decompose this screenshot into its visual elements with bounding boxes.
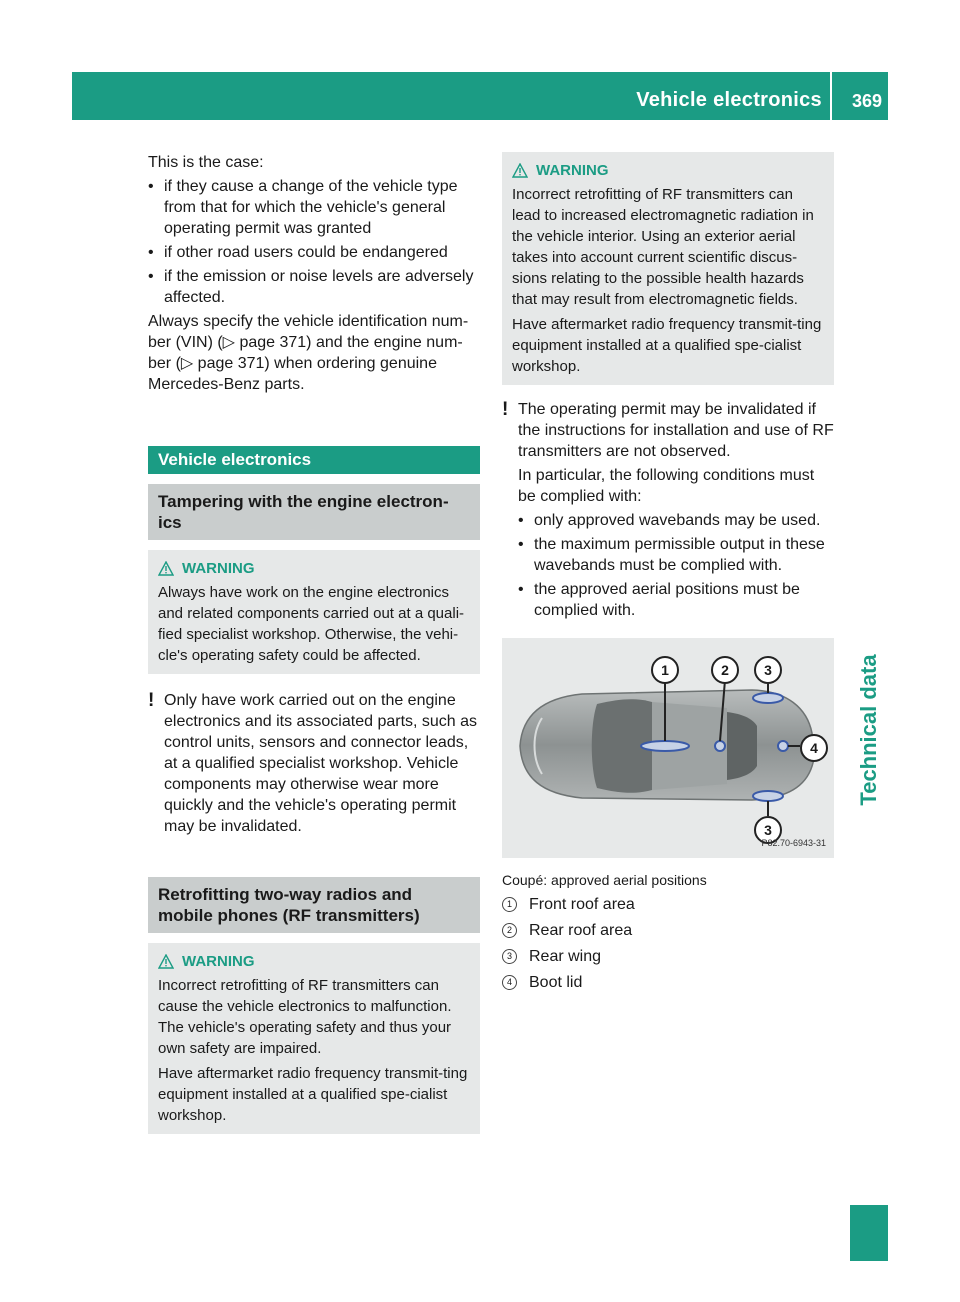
left-column bbox=[148, 152, 480, 1134]
para-text: Always specify the vehicle identification num-ber (VIN) ( bbox=[148, 313, 469, 351]
warning-title: WARNING bbox=[536, 162, 609, 179]
legend-number: 4 bbox=[502, 975, 517, 990]
para-text: ) when ordering genuine Mercedes-Benz parts. bbox=[148, 355, 437, 393]
legend-label: Front roof area bbox=[529, 896, 635, 913]
figure-code: P82.70-6943-31 bbox=[761, 838, 826, 848]
list-item-text: the maximum permissible output in these wavebands must be complied with. bbox=[534, 536, 825, 574]
legend-item bbox=[502, 946, 834, 967]
page-ref-arrow-icon: ▷ bbox=[222, 334, 235, 351]
warning-title: WARNING bbox=[182, 953, 255, 970]
callout-2: 2 bbox=[711, 656, 739, 684]
legend-label: Rear wing bbox=[529, 948, 602, 965]
note-text: Only have work carried out on the engine electronics and its associated parts, such as control units, sensors and connector leads, at a qualified specialist workshop. Vehicle components may otherwise wear more quickly and the vehicle's operating permit may be invalidated. bbox=[164, 692, 478, 835]
list-item-text: if they cause a change of the vehicle type from that for which the vehicle's general operating permit was granted bbox=[164, 178, 458, 237]
right-column bbox=[502, 152, 834, 998]
legend-item bbox=[502, 972, 834, 993]
warning-title: WARNING bbox=[182, 560, 255, 577]
page-reference-link[interactable]: page 371 bbox=[239, 334, 307, 351]
warning-text: Always have work on the engine electronics and related components carried out at a quali-fied specialist workshop. Otherwise, the vehi-cle's operating safety could be affected. bbox=[158, 584, 465, 664]
bullet-marker: • bbox=[518, 536, 524, 553]
bullet-marker: • bbox=[518, 512, 524, 529]
header-title: Vehicle electronics bbox=[636, 89, 822, 111]
legend-number: 2 bbox=[502, 923, 517, 938]
legend-number: 1 bbox=[502, 897, 517, 912]
list-item bbox=[518, 579, 834, 621]
side-tab-label: Technical data bbox=[856, 654, 881, 806]
list-item-text: if the emission or noise levels are adversely affected. bbox=[164, 268, 474, 306]
car-aerial-figure bbox=[502, 638, 834, 858]
callout-4: 4 bbox=[800, 734, 828, 762]
callout-1: 1 bbox=[651, 656, 679, 684]
list-item-text: if other road users could be endangered bbox=[164, 244, 448, 261]
bullet-marker: • bbox=[518, 581, 524, 598]
warning-box bbox=[502, 152, 834, 385]
page-number: 369 bbox=[851, 91, 882, 111]
para-text: ) and the engine num-ber ( bbox=[148, 334, 463, 372]
warning-heading bbox=[158, 951, 470, 972]
callout-3: 3 bbox=[754, 656, 782, 684]
exclamation-icon: ! bbox=[502, 399, 509, 420]
legend-item bbox=[502, 920, 834, 941]
list-item bbox=[518, 534, 834, 576]
bullet-marker: • bbox=[148, 268, 154, 285]
page-ref-arrow-icon: ▷ bbox=[180, 355, 194, 372]
subsection-title: Tampering with the engine electron-ics bbox=[148, 484, 480, 540]
legend-label: Boot lid bbox=[529, 974, 583, 991]
warning-triangle-icon bbox=[158, 954, 174, 969]
warning-box bbox=[148, 550, 480, 674]
warning-triangle-icon bbox=[512, 163, 528, 178]
list-item-text: the approved aerial positions must be complied with. bbox=[534, 581, 800, 619]
legend-number: 3 bbox=[502, 949, 517, 964]
note-text: In particular, the following conditions must be complied with: bbox=[518, 467, 815, 505]
figure-caption: Coupé: approved aerial positions bbox=[502, 872, 707, 888]
side-tab bbox=[850, 600, 888, 860]
bullet-marker: • bbox=[148, 244, 154, 261]
warning-text: Have aftermarket radio frequency transmit-ting equipment installed at a qualified spe-cialist workshop. bbox=[158, 1065, 468, 1124]
list-item bbox=[148, 242, 480, 263]
page-header bbox=[72, 72, 888, 120]
subsection-title: Retrofitting two-way radios and mobile phones (RF transmitters) bbox=[148, 877, 480, 933]
page-reference-link[interactable]: page 371 bbox=[197, 355, 265, 372]
warning-box bbox=[148, 943, 480, 1134]
intro-text: This is the case: bbox=[148, 154, 264, 171]
legend-label: Rear roof area bbox=[529, 922, 633, 939]
vin-paragraph bbox=[148, 311, 480, 395]
section-title: Vehicle electronics bbox=[148, 446, 480, 474]
note-text: The operating permit may be invalidated if the instructions for installation and use of RF transmitters are not observed. bbox=[518, 401, 834, 460]
list-item-text: only approved wavebands may be used. bbox=[534, 512, 821, 529]
list-item bbox=[148, 266, 480, 308]
bullet-marker: • bbox=[148, 178, 154, 195]
note bbox=[502, 399, 834, 621]
side-tab-block bbox=[850, 1205, 888, 1261]
callout-3: 3 bbox=[754, 816, 782, 844]
warning-heading bbox=[158, 558, 470, 579]
header-separator bbox=[830, 72, 832, 120]
warning-triangle-icon bbox=[158, 561, 174, 576]
warning-heading bbox=[512, 160, 824, 181]
list-item bbox=[518, 510, 834, 531]
legend-item bbox=[502, 894, 834, 915]
exclamation-icon: ! bbox=[148, 690, 155, 711]
list-item bbox=[148, 176, 480, 239]
note bbox=[148, 690, 480, 837]
warning-text: Incorrect retrofitting of RF transmitters can lead to increased electromagnetic radiation in the vehicle interior. Using an exterior aerial takes into account current scientific discus-sions relating to the possible health hazards that may result from electromagnetic fields. bbox=[512, 186, 814, 308]
warning-text: Incorrect retrofitting of RF transmitters can cause the vehicle electronics to malfunction. The vehicle's operating safety and thus your own safety are impaired. bbox=[158, 977, 452, 1057]
warning-text: Have aftermarket radio frequency transmit-ting equipment installed at a qualified spe-cialist workshop. bbox=[512, 316, 822, 375]
